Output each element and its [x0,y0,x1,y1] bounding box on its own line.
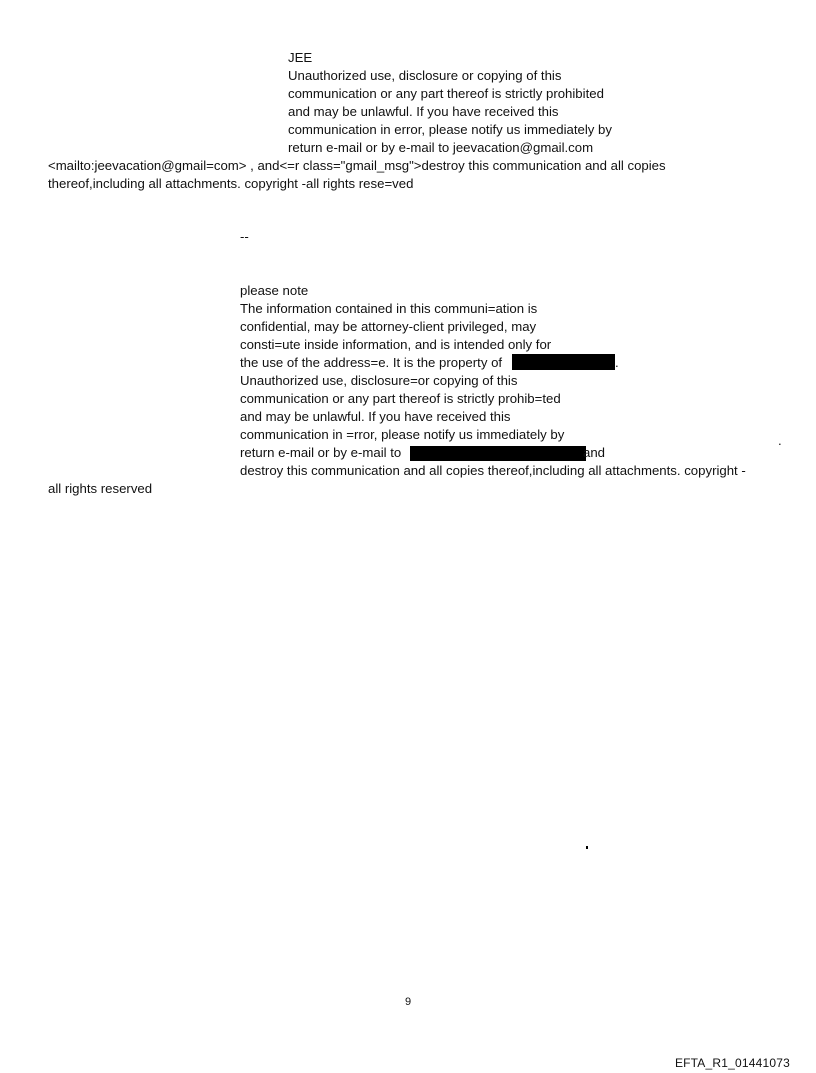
block1-mailto-line: <mailto:jeevacation@gmail=com> , and<=r class="gmail_msg">destroy this communication and all copies [48,158,666,173]
block1-line: Unauthorized use, disclosure or copying of this [288,68,562,83]
block2-line: destroy this communication and all copies thereof,including all attachments. copyright - [240,463,746,478]
block2-line: and may be unlawful. If you have received this [240,409,511,424]
block2-line: communication in =rror, please notify us immediately by [240,427,565,442]
page-number: 9 [404,996,412,1008]
stray-mark [586,846,588,849]
block2-line: confidential, may be attorney-client privileged, may [240,319,537,334]
block1-line: communication in error, please notify us immediately by [288,122,612,137]
block1-line: return e-mail or by e-mail to jeevacation@gmail.com [288,140,594,155]
separator: -- [240,229,249,244]
block2-line: the use of the address=e. It is the property of [240,355,503,370]
block2-line: The information contained in this communi=ation is [240,301,538,316]
block2-line: please note [240,283,309,298]
block2-line: communication or any part thereof is strictly prohib=ted [240,391,561,406]
block1-copyright-line: thereof,including all attachments. copyright -all rights rese=ved [48,176,414,191]
stray-period: . [778,433,782,448]
block2-line: return e-mail or by e-mail to [240,445,402,460]
and-word: and [583,445,606,460]
block2-line: consti=ute inside information, and is intended only for [240,337,552,352]
block1-line: and may be unlawful. If you have received this [288,104,559,119]
rights-reserved-line: all rights reserved [48,481,153,496]
block1-line: communication or any part thereof is strictly prohibited [288,86,604,101]
redaction-bar [512,354,615,370]
block2-line: Unauthorized use, disclosure=or copying of this [240,373,518,388]
bates-number: EFTA_R1_01441073 [674,1056,790,1070]
period-mark: . [615,355,619,370]
redaction-bar [410,446,586,461]
block1-line: JEE [288,50,313,65]
